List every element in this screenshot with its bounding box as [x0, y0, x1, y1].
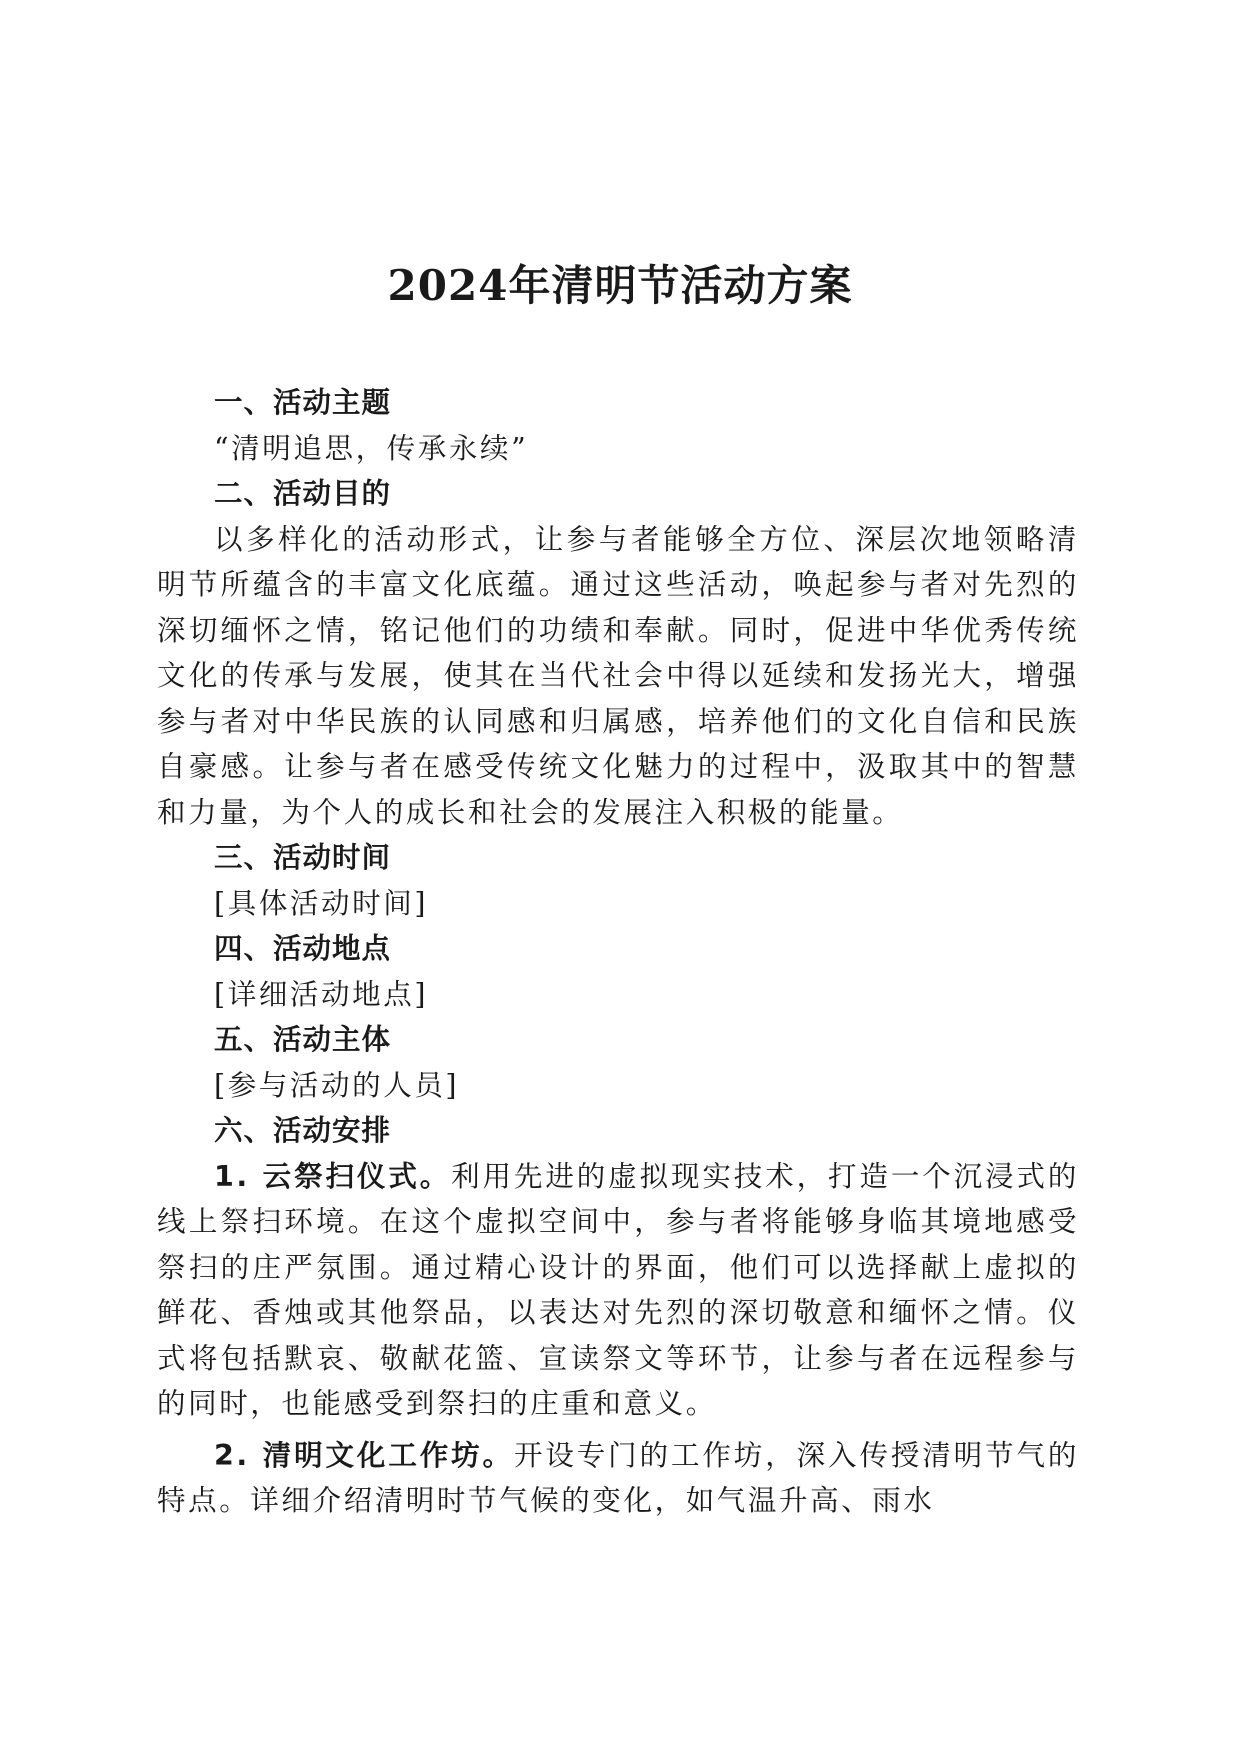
- schedule-item-title: 1. 云祭扫仪式。: [214, 1159, 452, 1193]
- schedule-item-culture-workshop: [157, 1433, 1079, 1524]
- section-body-participants: [参与活动的人员]: [214, 1068, 460, 1102]
- section-heading-purpose: 二、活动目的: [214, 477, 392, 510]
- section-heading-time: 三、活动时间: [214, 841, 392, 874]
- section-heading-place: 四、活动地点: [214, 932, 392, 965]
- section-heading-participants: 五、活动主体: [214, 1023, 392, 1056]
- section-heading-theme: 一、活动主题: [214, 386, 392, 419]
- document-body: [157, 380, 1079, 1524]
- document-title: 2024年清明节活动方案: [387, 261, 853, 310]
- schedule-item-body: 开设专门的工作坊，深入传授清明节气的特点。详细介绍清明时节气候的变化，如气温升高、雨水: [157, 1438, 1079, 1517]
- section-body-time: [具体活动时间]: [214, 886, 429, 920]
- section-body-place: [详细活动地点]: [214, 977, 429, 1011]
- schedule-item-cloud-memorial: [157, 1154, 1079, 1427]
- schedule-item-title: 2. 清明文化工作坊。: [214, 1438, 514, 1472]
- section-body-purpose: 以多样化的活动形式，让参与者能够全方位、深层次地领略清明节所蕴含的丰富文化底蕴。通过这些活动，唤起参与者对先烈的深切缅怀之情，铭记他们的功绩和奉献。同时，促进中华优秀传统文化的传承与发展，使其在当代社会中得以延续和发扬光大，增强参与者对中华民族的认同感和归属感，培养他们的文化自信和民族自豪感。让参与者在感受传统文化魅力的过程中，汲取其中的智慧和力量，为个人的成长和社会的发展注入积极的能量。: [157, 522, 1079, 829]
- section-heading-schedule: 六、活动安排: [214, 1114, 392, 1147]
- section-body-theme: “清明追思，传承永续”: [214, 431, 529, 465]
- schedule-item-body: 利用先进的虚拟现实技术，打造一个沉浸式的线上祭扫环境。在这个虚拟空间中，参与者将能够身临其境地感受祭扫的庄严氛围。通过精心设计的界面，他们可以选择献上虚拟的鲜花、香烛或其他祭品，以表达对先烈的深切敬意和缅怀之情。仪式将包括默哀、敬献花篮、宣读祭文等环节，让参与者在远程参与的同时，也能感受到祭扫的庄重和意义。: [157, 1159, 1079, 1420]
